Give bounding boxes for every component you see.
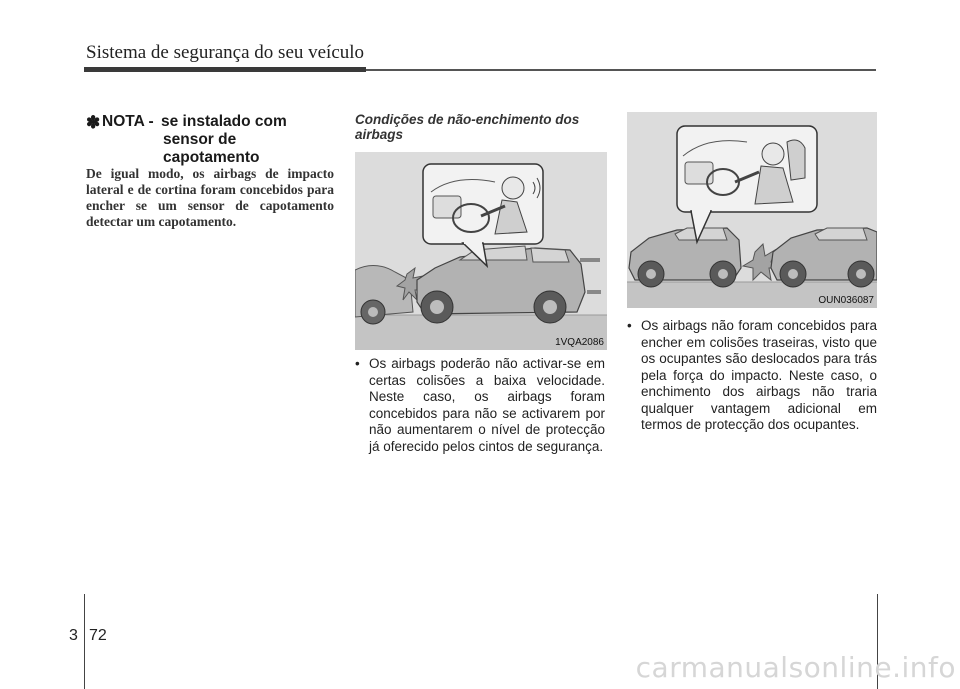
- note-star-icon: ✽: [86, 113, 101, 132]
- note-title-line-1: se instalado com: [161, 113, 287, 130]
- note-title-line-3: capotamento: [163, 149, 260, 166]
- chapter-number: 3: [69, 627, 78, 644]
- low-speed-collision-drawing: [355, 152, 607, 350]
- note-title: [161, 113, 311, 167]
- header-rule-thin: [366, 69, 876, 71]
- low-speed-collision-illustration: [355, 152, 607, 350]
- header-rule-thick: [84, 67, 366, 72]
- rear-collision-drawing: [627, 112, 877, 308]
- note-label: NOTA -: [102, 113, 154, 130]
- bullet-text: Os airbags não foram concebidos para encher em colisões traseiras, visto que os ocupantes são deslocados para trás pela força do impacto. Neste caso, o enchimento dos airbags não traria qualquer vantagem adicional em termos de protecção dos ocupantes.: [641, 318, 877, 432]
- figure-code: 1VQA2086: [555, 337, 604, 348]
- figure-code: OUN036087: [818, 295, 874, 306]
- rear-collision-illustration: [627, 112, 877, 308]
- watermark: carmanualsonline.info: [635, 651, 956, 684]
- bullet-rear-collision: [627, 318, 877, 434]
- section-title: Sistema de segurança do seu veículo: [86, 42, 365, 63]
- note-title-line-2: sensor de: [163, 131, 237, 148]
- bullet-marker: •: [627, 318, 632, 333]
- page-number: 72: [89, 627, 107, 644]
- bullet-low-speed: [355, 356, 605, 455]
- footer-rule-left: [84, 594, 85, 689]
- note-body: De igual modo, os airbags de impacto lateral e de cortina foram concebidos para encher se um sensor de capotamento detectar um capotamento.: [86, 166, 334, 229]
- bullet-text: Os airbags poderão não activar-se em certas colisões a baixa velocidade. Neste caso, os airbags foram concebidos para não se activarem por não aumentarem o nível de protecção já oferecido pelos cintos de segurança.: [369, 356, 605, 454]
- section-heading: Condições de não-enchimento dos airbags: [355, 112, 580, 142]
- bullet-marker: •: [355, 356, 360, 371]
